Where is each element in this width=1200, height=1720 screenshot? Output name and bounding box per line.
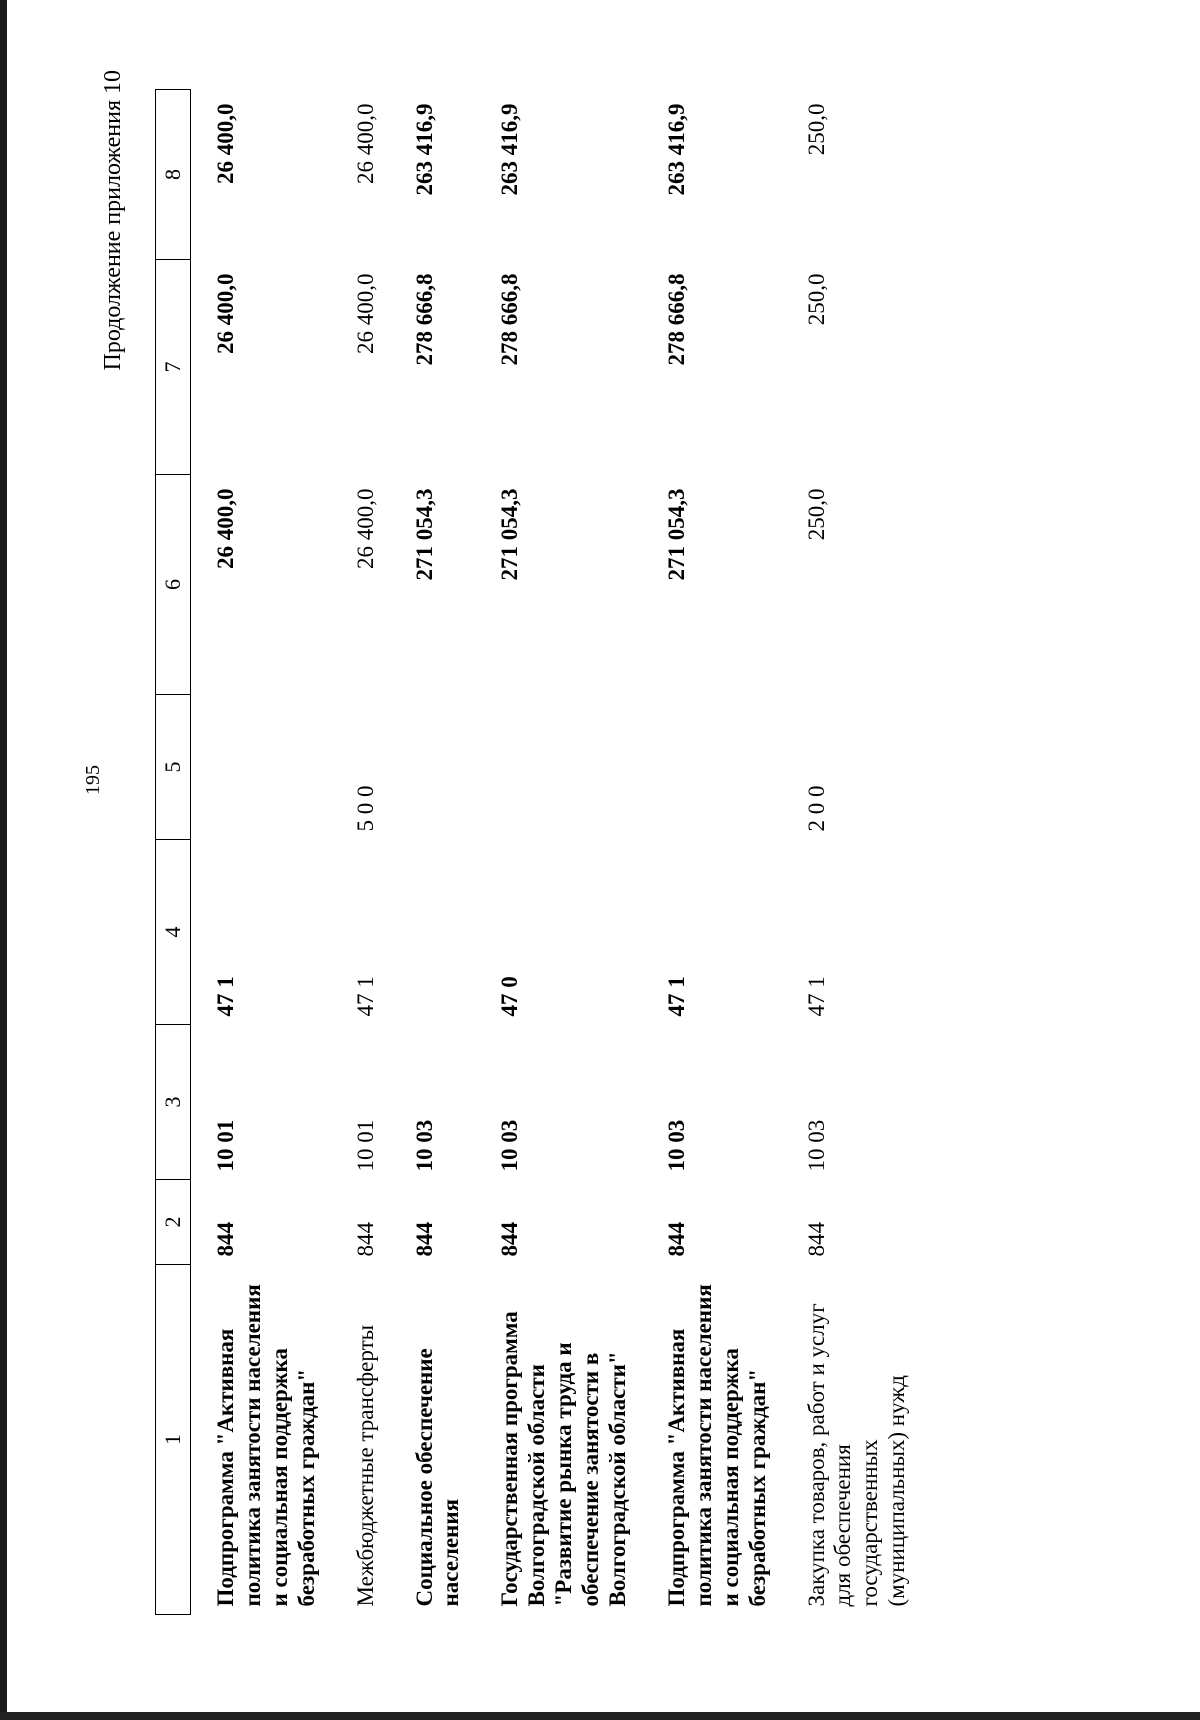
row-name: Подпрограмма "Активная политика занятости населения и социальная поддержка безработных граждан" [213, 1284, 319, 1607]
table-row [390, 90, 476, 1615]
row-col-6: 26 400,0 [352, 488, 378, 569]
row-col-7: 278 666,8 [497, 273, 523, 366]
row-col-7: 26 400,0 [352, 273, 378, 354]
row-col-2: 844 [497, 1222, 523, 1257]
continuation-caption: Продолжение приложения 10 [100, 70, 126, 371]
row-col-4 [390, 840, 476, 1025]
row-col-6: 271 054,3 [411, 488, 437, 581]
row-col-8: 263 416,9 [411, 103, 437, 196]
page-number: 195 [82, 765, 104, 795]
row-name: Подпрограмма "Активная политика занятости населения и социальная поддержка безработных граждан" [663, 1284, 770, 1607]
header-col-5: 5 [156, 695, 191, 840]
row-name: Закупка товаров, работ и услуг для обеспечения государственных (муниципальных) нужд [803, 1303, 910, 1607]
row-col-6: 250,0 [803, 488, 829, 541]
row-col-3: 10 01 [352, 1119, 378, 1172]
row-col-3: 10 03 [411, 1119, 437, 1172]
row-col-4: 47 1 [352, 976, 378, 1017]
row-col-2: 844 [803, 1222, 829, 1257]
header-col-7: 7 [156, 260, 191, 475]
row-name: Социальное обеспечение населения [411, 1348, 464, 1607]
row-col-8: 250,0 [803, 103, 829, 156]
header-col-3: 3 [156, 1025, 191, 1180]
row-col-2: 844 [213, 1222, 238, 1257]
row-col-7: 278 666,8 [663, 273, 689, 366]
row-col-8: 263 416,9 [663, 103, 689, 196]
row-col-3: 10 03 [803, 1119, 829, 1172]
header-col-8: 8 [156, 90, 191, 260]
table-row [331, 90, 390, 1615]
header-row [156, 90, 191, 1615]
row-col-6: 271 054,3 [497, 488, 523, 581]
header-col-2: 2 [156, 1180, 191, 1265]
row-col-5: 5 0 0 [352, 785, 378, 832]
row-col-2: 844 [352, 1222, 378, 1257]
header-col-6: 6 [156, 475, 191, 695]
row-col-4: 47 0 [497, 976, 523, 1017]
table-row [642, 90, 782, 1615]
row-col-7: 26 400,0 [213, 273, 238, 354]
budget-table [155, 89, 921, 1615]
table-row [782, 90, 922, 1615]
table-row [475, 90, 642, 1615]
row-col-3: 10 01 [213, 1119, 238, 1172]
row-col-6: 271 054,3 [663, 488, 689, 581]
row-col-8: 263 416,9 [497, 103, 523, 196]
row-col-2: 844 [411, 1222, 437, 1257]
row-col-4: 47 1 [663, 976, 689, 1017]
row-col-5 [390, 695, 476, 840]
row-col-5 [642, 695, 782, 840]
row-col-7: 250,0 [803, 273, 829, 326]
table-row [191, 90, 331, 1615]
row-col-5 [475, 695, 642, 840]
row-col-2: 844 [663, 1222, 689, 1257]
row-col-3: 10 03 [497, 1119, 523, 1172]
row-name: Государственная программа Волгоградской области "Развитие рынка труда и обеспечение занятости в Волгоградской области" [497, 1311, 630, 1607]
row-col-8: 26 400,0 [352, 103, 378, 184]
header-col-1: 1 [156, 1265, 191, 1615]
row-name: Межбюджетные трансферты [352, 1324, 378, 1607]
header-col-4: 4 [156, 840, 191, 1025]
row-col-7: 278 666,8 [411, 273, 437, 366]
row-col-8: 26 400,0 [213, 103, 238, 184]
row-col-4: 47 1 [213, 976, 238, 1017]
row-col-4: 47 1 [803, 976, 829, 1017]
row-col-6: 26 400,0 [213, 488, 238, 569]
row-col-3: 10 03 [663, 1119, 689, 1172]
row-col-5 [191, 695, 331, 840]
row-col-5: 2 0 0 [803, 785, 829, 832]
